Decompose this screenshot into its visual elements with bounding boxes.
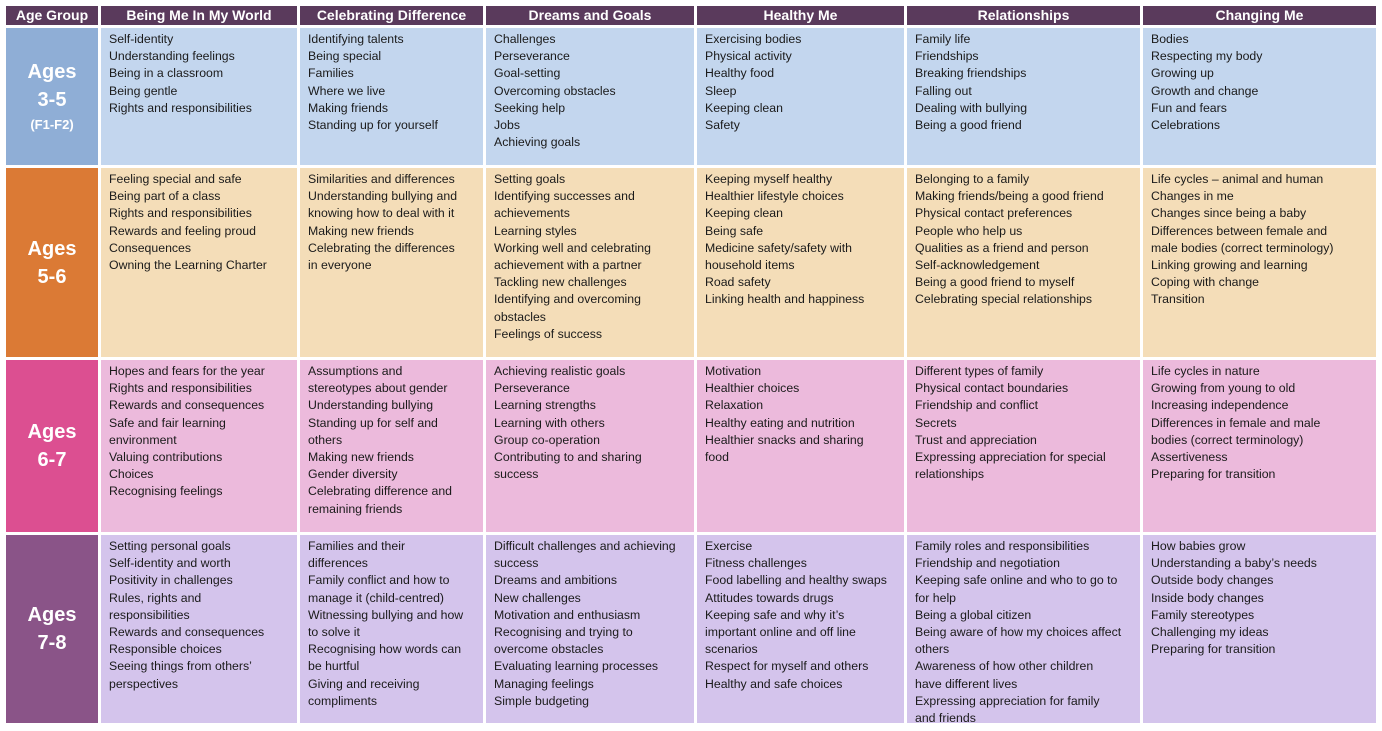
topic-item: knowing how to deal with it (308, 206, 455, 221)
topic-item: Physical activity (705, 49, 792, 64)
topic-item: Fun and fears (1151, 100, 1227, 115)
topic-item: Responsible choices (109, 642, 222, 657)
topic-list (705, 538, 900, 693)
topic-item: Learning styles (494, 223, 577, 238)
topic-list (1151, 31, 1372, 134)
topic-list (109, 538, 293, 693)
topic-list (109, 171, 293, 274)
topic-item: Qualities as a friend and person (915, 240, 1089, 255)
topic-item: and friends (915, 711, 976, 723)
topic-item: Witnessing bullying and how (308, 607, 464, 622)
topic-item: Recognising and trying to (494, 625, 633, 640)
topic-item: Consequences (109, 240, 192, 255)
topic-item: Dreams and ambitions (494, 573, 618, 588)
topic-item: Setting goals (494, 172, 566, 186)
topic-item: Being gentle (109, 83, 178, 98)
topic-item: Life cycles – animal and human (1151, 172, 1324, 186)
topic-item: Giving and receiving (308, 676, 420, 691)
topic-cell-healthy-me (697, 28, 904, 165)
topic-item: Seeking help (494, 100, 566, 115)
topic-item: achievements (494, 206, 570, 221)
topic-list (109, 363, 293, 501)
topic-item: Family roles and responsibilities (915, 539, 1090, 553)
topic-item: Understanding bullying and (308, 189, 458, 204)
topic-item: Perseverance (494, 381, 570, 396)
topic-list (705, 171, 900, 309)
topic-cell-dreams-and-goals (486, 168, 694, 357)
topic-item: Celebrating the differences (308, 240, 455, 255)
topic-item: Overcoming obstacles (494, 83, 616, 98)
topic-item: Being part of a class (109, 189, 221, 204)
topic-item: Inside body changes (1151, 590, 1264, 605)
topic-item: Where we live (308, 83, 386, 98)
topic-item: Awareness of how other children (915, 659, 1094, 674)
topic-item: Physical contact preferences (915, 206, 1073, 221)
topic-item: success (494, 467, 539, 482)
topic-item: household items (705, 258, 795, 273)
topic-cell-celebrating-difference (300, 168, 483, 357)
topic-item: Being a good friend (915, 118, 1022, 133)
topic-item: Self-acknowledgement (915, 258, 1040, 273)
topic-item: achievement with a partner (494, 258, 642, 273)
topic-item: Transition (1151, 292, 1205, 307)
topic-item: responsibilities (109, 607, 190, 622)
topic-item: to solve it (308, 625, 360, 640)
topic-item: Group co-operation (494, 432, 600, 447)
topic-list (494, 538, 690, 710)
topic-item: Working well and celebrating (494, 240, 651, 255)
topic-item: People who help us (915, 223, 1023, 238)
topic-item: Growing from young to old (1151, 381, 1296, 396)
topic-item: Family life (915, 32, 971, 46)
topic-item: Physical contact boundaries (915, 381, 1069, 396)
topic-item: Tackling new challenges (494, 275, 627, 290)
topic-item: Feelings of success (494, 326, 602, 341)
topic-cell-dreams-and-goals (486, 535, 694, 723)
topic-item: Understanding a baby’s needs (1151, 556, 1317, 571)
topic-list (915, 31, 1136, 134)
topic-item: Managing feelings (494, 676, 594, 691)
topic-item: Bodies (1151, 32, 1189, 46)
topic-item: Friendships (915, 49, 979, 64)
topic-item: Difficult challenges and achieving (494, 539, 676, 553)
age-group-label: 3-5 (37, 88, 67, 111)
topic-item: Seeing things from others’ (109, 659, 252, 674)
topic-cell-dreams-and-goals (486, 360, 694, 532)
topic-item: food (705, 450, 729, 465)
topic-item: Being in a classroom (109, 66, 224, 81)
topic-item: Self-identity (109, 32, 174, 46)
topic-item: relationships (915, 467, 985, 482)
topic-item: Safe and fair learning (109, 415, 226, 430)
topic-item: Making new friends (308, 450, 414, 465)
topic-item: Being a good friend to myself (915, 275, 1075, 290)
topic-cell-being-me-in-my-world (101, 360, 297, 532)
topic-item: Keeping safe online and who to go to (915, 573, 1118, 588)
topic-item: Recognising feelings (109, 484, 223, 499)
topic-item: scenarios (705, 642, 758, 657)
topic-item: environment (109, 432, 177, 447)
topic-list (494, 31, 690, 151)
topic-item: Trust and appreciation (915, 432, 1037, 447)
topic-item: Simple budgeting (494, 693, 590, 708)
topic-item: Keeping safe and why it’s (705, 607, 845, 622)
topic-item: have different lives (915, 676, 1018, 691)
topic-item: Identifying talents (308, 32, 404, 46)
topic-item: Rewards and consequences (109, 398, 265, 413)
topic-list (494, 171, 690, 343)
topic-item: Attitudes towards drugs (705, 590, 834, 605)
topic-item: Growth and change (1151, 83, 1259, 98)
topic-item: Challenges (494, 32, 556, 46)
topic-item: overcome obstacles (494, 642, 604, 657)
topic-cell-healthy-me (697, 535, 904, 723)
topic-item: Different types of family (915, 364, 1044, 378)
topic-cell-healthy-me (697, 360, 904, 532)
age-group-label: 7-8 (37, 632, 67, 654)
topic-list (915, 363, 1136, 483)
topic-cell-changing-me (1143, 360, 1376, 532)
topic-item: Positivity in challenges (109, 573, 233, 588)
topic-item: Differences in female and male (1151, 415, 1321, 430)
topic-item: Being safe (705, 223, 764, 238)
header-age-group: Age Group (6, 6, 98, 25)
header-dreams-and-goals: Dreams and Goals (486, 6, 694, 25)
topic-item: Recognising how words can (308, 642, 462, 657)
topic-item: Life cycles in nature (1151, 364, 1260, 378)
topic-item: Respecting my body (1151, 49, 1263, 64)
topic-item: Contributing to and sharing (494, 450, 642, 465)
topic-item: others (915, 642, 950, 657)
topic-cell-changing-me (1143, 28, 1376, 165)
topic-item: Rights and responsibilities (109, 206, 252, 221)
topic-list (1151, 538, 1372, 658)
topic-item: Motivation and enthusiasm (494, 607, 641, 622)
topic-item: Keeping clean (705, 206, 783, 221)
topic-list (915, 171, 1136, 309)
topic-item: Keeping myself healthy (705, 172, 833, 186)
topic-cell-relationships (907, 360, 1140, 532)
topic-item: Feeling special and safe (109, 172, 242, 186)
topic-list (705, 31, 900, 134)
topic-item: Breaking friendships (915, 66, 1027, 81)
topic-item: Rights and responsibilities (109, 100, 252, 115)
topic-item: Being special (308, 49, 382, 64)
topic-item: Achieving goals (494, 135, 581, 150)
topic-list (109, 31, 293, 117)
age-group-label: 6-7 (37, 449, 67, 471)
topic-item: important online and off line (705, 625, 856, 640)
age-group-cell (6, 535, 98, 723)
topic-item: Jobs (494, 118, 520, 133)
topic-item: Evaluating learning processes (494, 659, 659, 674)
topic-item: Linking growing and learning (1151, 258, 1308, 273)
topic-list (915, 538, 1136, 723)
topic-list (705, 363, 900, 466)
topic-cell-changing-me (1143, 535, 1376, 723)
topic-item: Understanding feelings (109, 49, 235, 64)
topic-item: Family stereotypes (1151, 607, 1255, 622)
topic-item: Friendship and conflict (915, 398, 1039, 413)
topic-item: Standing up for yourself (308, 118, 438, 133)
topic-cell-changing-me (1143, 168, 1376, 357)
age-group-label: Ages (27, 60, 77, 83)
topic-item: Challenging my ideas (1151, 625, 1269, 640)
topic-item: Rules, rights and (109, 590, 202, 605)
topic-item: Secrets (915, 415, 957, 430)
age-group-label: Ages (27, 237, 77, 260)
topic-list (1151, 171, 1372, 309)
topic-item: Growing up (1151, 66, 1214, 81)
topic-item: How babies grow (1151, 539, 1246, 553)
topic-item: success (494, 556, 539, 571)
header-changing-me: Changing Me (1143, 6, 1376, 25)
topic-item: Friendship and negotiation (915, 556, 1060, 571)
topic-item: Food labelling and healthy swaps (705, 573, 887, 588)
topic-item: Medicine safety/safety with (705, 240, 852, 255)
topic-cell-relationships (907, 168, 1140, 357)
topic-item: Owning the Learning Charter (109, 258, 267, 273)
topic-item: Safety (705, 118, 740, 133)
topic-item: Families and their (308, 539, 406, 553)
topic-item: Healthier snacks and sharing (705, 432, 864, 447)
header-being-me-in-my-world: Being Me In My World (101, 6, 297, 25)
topic-cell-healthy-me (697, 168, 904, 357)
topic-cell-being-me-in-my-world (101, 28, 297, 165)
topic-item: Exercise (705, 539, 753, 553)
age-group-cell (6, 360, 98, 532)
topic-list (308, 538, 479, 710)
topic-item: Changes since being a baby (1151, 206, 1307, 221)
topic-item: Gender diversity (308, 467, 398, 482)
topic-item: Rewards and consequences (109, 625, 265, 640)
topic-cell-being-me-in-my-world (101, 168, 297, 357)
topic-item: Achieving realistic goals (494, 364, 626, 378)
topic-item: be hurtful (308, 659, 360, 674)
topic-item: Sleep (705, 83, 737, 98)
topic-item: Assertiveness (1151, 450, 1228, 465)
topic-item: Making new friends (308, 223, 414, 238)
curriculum-table (6, 6, 1376, 723)
topic-item: Identifying successes and (494, 189, 635, 204)
age-group-label: 5-6 (37, 265, 67, 288)
topic-item: Family conflict and how to (308, 573, 450, 588)
topic-item: differences (308, 556, 368, 571)
topic-item: Assumptions and (308, 364, 403, 378)
topic-item: remaining friends (308, 501, 403, 516)
topic-item: Dealing with bullying (915, 100, 1028, 115)
topic-item: manage it (child-centred) (308, 590, 445, 605)
topic-item: Expressing appreciation for special (915, 450, 1106, 465)
topic-list (308, 363, 479, 518)
topic-item: Perseverance (494, 49, 570, 64)
topic-item: Understanding bullying (308, 398, 434, 413)
topic-item: for help (915, 590, 957, 605)
topic-item: obstacles (494, 309, 546, 324)
topic-item: Changes in me (1151, 189, 1234, 204)
topic-item: Preparing for transition (1151, 467, 1276, 482)
age-group-cell (6, 28, 98, 165)
topic-item: Respect for myself and others (705, 659, 869, 674)
topic-cell-celebrating-difference (300, 28, 483, 165)
topic-item: Learning with others (494, 415, 605, 430)
topic-item: in everyone (308, 258, 372, 273)
topic-item: Making friends/being a good friend (915, 189, 1104, 204)
header-relationships: Relationships (907, 6, 1140, 25)
topic-item: Choices (109, 467, 154, 482)
topic-item: Expressing appreciation for family (915, 693, 1100, 708)
topic-item: Goal-setting (494, 66, 561, 81)
topic-item: Keeping clean (705, 100, 783, 115)
topic-item: Linking health and happiness (705, 292, 865, 307)
topic-item: Standing up for self and (308, 415, 438, 430)
topic-item: stereotypes about gender (308, 381, 448, 396)
topic-list (1151, 363, 1372, 483)
age-group-label: Ages (27, 421, 77, 443)
topic-item: Healthy food (705, 66, 775, 81)
topic-cell-relationships (907, 28, 1140, 165)
topic-item: Setting personal goals (109, 539, 231, 553)
topic-item: Differences between female and (1151, 223, 1328, 238)
topic-item: Belonging to a family (915, 172, 1030, 186)
topic-list (308, 171, 479, 274)
topic-item: Fitness challenges (705, 556, 807, 571)
topic-item: Road safety (705, 275, 771, 290)
topic-item: Celebrating difference and (308, 484, 453, 499)
age-group-cell (6, 168, 98, 357)
topic-item: compliments (308, 693, 378, 708)
topic-cell-being-me-in-my-world (101, 535, 297, 723)
topic-item: Celebrating special relationships (915, 292, 1093, 307)
topic-item: Preparing for transition (1151, 642, 1276, 657)
topic-item: Rights and responsibilities (109, 381, 252, 396)
topic-item: Self-identity and worth (109, 556, 231, 571)
topic-item: Identifying and overcoming (494, 292, 641, 307)
topic-item: Learning strengths (494, 398, 596, 413)
topic-item: Similarities and differences (308, 172, 455, 186)
topic-item: Exercising bodies (705, 32, 802, 46)
topic-item: perspectives (109, 676, 179, 691)
topic-list (494, 363, 690, 483)
topic-item: others (308, 432, 343, 447)
topic-item: Healthier choices (705, 381, 800, 396)
age-group-label: Ages (27, 604, 77, 626)
topic-item: Being aware of how my choices affect (915, 625, 1122, 640)
topic-item: Increasing independence (1151, 398, 1289, 413)
topic-item: Healthy and safe choices (705, 676, 843, 691)
topic-cell-relationships (907, 535, 1140, 723)
topic-item: Celebrations (1151, 118, 1221, 133)
topic-cell-dreams-and-goals (486, 28, 694, 165)
topic-cell-celebrating-difference (300, 535, 483, 723)
topic-item: Making friends (308, 100, 388, 115)
topic-item: Hopes and fears for the year (109, 364, 265, 378)
topic-item: Healthier lifestyle choices (705, 189, 844, 204)
topic-item: Families (308, 66, 354, 81)
topic-cell-celebrating-difference (300, 360, 483, 532)
topic-item: Being a global citizen (915, 607, 1032, 622)
topic-item: Rewards and feeling proud (109, 223, 256, 238)
topic-item: Relaxation (705, 398, 764, 413)
topic-list (308, 31, 479, 134)
topic-item: Healthy eating and nutrition (705, 415, 855, 430)
topic-item: Coping with change (1151, 275, 1260, 290)
topic-item: New challenges (494, 590, 581, 605)
header-celebrating-difference: Celebrating Difference (300, 6, 483, 25)
topic-item: Valuing contributions (109, 450, 223, 465)
topic-item: Outside body changes (1151, 573, 1274, 588)
topic-item: bodies (correct terminology) (1151, 432, 1304, 447)
header-healthy-me: Healthy Me (697, 6, 904, 25)
age-group-label: (F1-F2) (30, 116, 74, 132)
topic-item: male bodies (correct terminology) (1151, 240, 1334, 255)
topic-item: Motivation (705, 364, 762, 378)
topic-item: Falling out (915, 83, 972, 98)
